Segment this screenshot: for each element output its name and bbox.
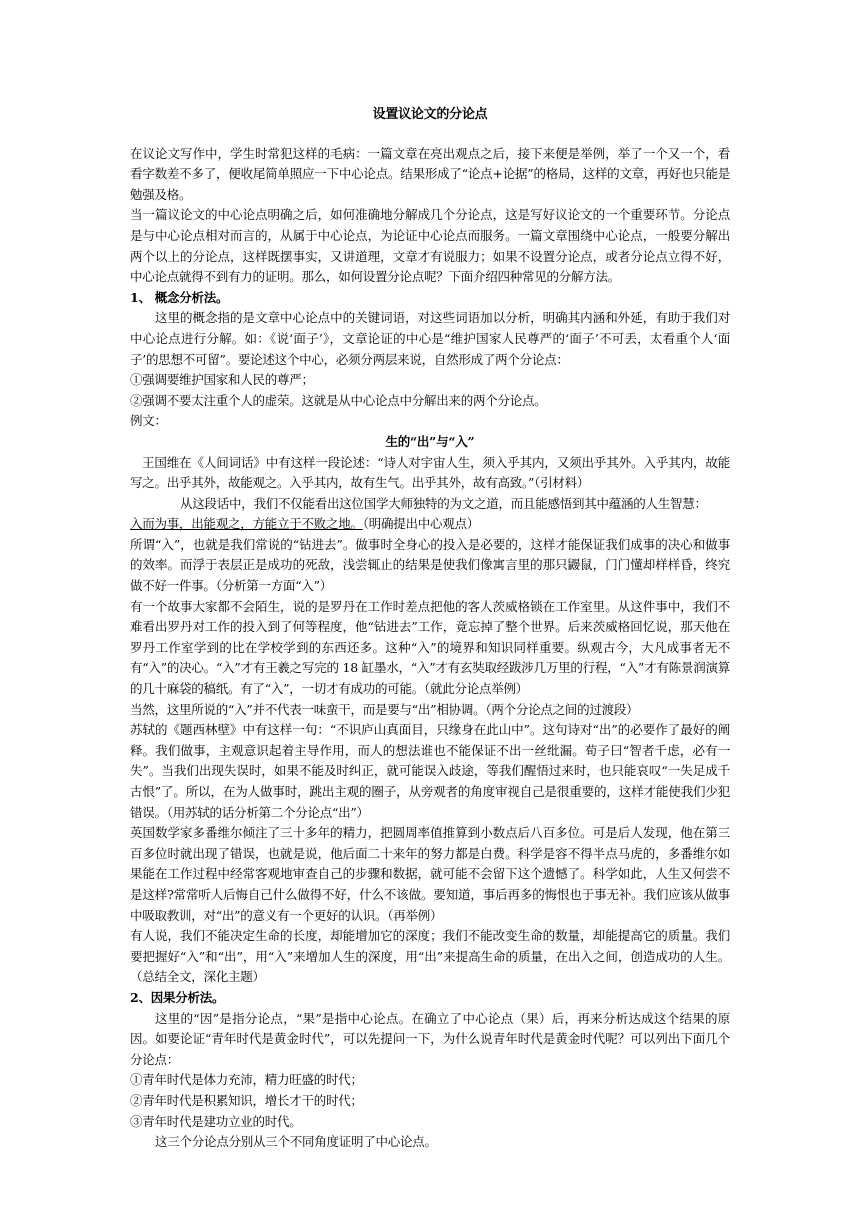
document-title: 设置议论文的分论点 — [372, 107, 488, 122]
section-heading-concept: 1、 概念分析法。 — [130, 289, 229, 305]
paragraph-ru-analysis: 所谓“入”，也就是我们常说的“钻进去”。做事时全身心的投入是必要的，这样才能保证我们成事的决心和做事的效率。而浮于表层正是成功的死敌，浅尝辄止的结果是使我们像寓言里的那只鼹鼠，门门懂却样样昏，终究做不好一件事。（分析第一方面“入”） — [130, 536, 730, 594]
paragraph-intro: 在议论文写作中，学生时常犯这样的毛病：一篇文章在亮出观点之后，接下来便是举例，举了一个又一个，看看字数差不多了，便收尾简单照应一下中心论点。结果形成了“论点+论据”的格局，这样的文章，再好也只能是勉强及格。 — [130, 145, 730, 202]
list-item: ②强调不要太注重个人的虚荣。这就是从中心论点中分解出来的两个分论点。 — [130, 392, 547, 408]
paragraph-importance: 当一篇议论文的中心论点明确之后，如何准确地分解成几个分论点，这是写好议论文的一个重要环节。分论点是与中心论点相对而言的，从属于中心论点，为论证中心论点而服务。一篇文章围绕中心论点，一般要分解出两个以上的分论点，这样既摆事实，又讲道理，文章才有说服力；如果不设置分论点，或者分论点立得不好，中心论点就得不到有力的证明。那么，如何设置分论点呢？下面介绍四种常见的分解方法。 — [130, 207, 730, 285]
section-heading-cause: 2、因果分析法。 — [130, 989, 225, 1005]
thesis-note: （明确提出中心观点） — [362, 516, 480, 532]
paragraph-concept: 这里的概念指的是文章中心论点中的关键词语，对这些词语加以分析，明确其内涵和外延，有助于我们对中心论点进行分解。如：《说‘面子’》，文章论证的中心是“维护国家人民尊严的‘面子’不可丢，太看重个人‘面子’的思想不可留”。要论述这个中心，必须分两层来说，自然形成了两个分论点： — [130, 310, 730, 367]
example-title: 生的“出”与“入” — [385, 433, 475, 449]
thesis-underlined: 入而为事，出能观之，方能立于不败之地。 — [130, 516, 363, 532]
paragraph-cause: 这里的“因”是指分论点，“果”是指中心论点。在确立了中心论点（果）后，再来分析达成这个结果的原因。如要论证“青年时代是黄金时代”，可以先提问一下，为什么说青年时代是黄金时代呢？可以列出下面几个分论点： — [130, 1010, 730, 1067]
paragraph-rodin-example: 有一个故事大家都不会陌生，说的是罗丹在工作时差点把他的客人茨威格锁在工作室里。从这件事中，我们不难看出罗丹对工作的投入到了何等程度，他“钻进去”工作，竟忘掉了整个世界。后来茨威格回忆说，那天他在罗丹工作室学到的比在学校学到的东西还多。这种“入”的境界和知识同样重要。纵观古今，大凡成事者无不有“入”的决心。“入”才有王羲之写完的 18 缸墨水，“入”才有玄奘取经跋涉几万里的行程，“入”才有陈景润演算的几十麻袋的稿纸。有了“入”，一切才有成功的可能。（就此分论点举例） — [130, 598, 730, 697]
list-item: ③青年时代是建功立业的时代。 — [130, 1113, 302, 1129]
paragraph-chu-analysis: 苏轼的《题西林壁》中有这样一句：“不识庐山真面目，只缘身在此山中”。这句诗对“出”的必要作了最好的阐释。我们做事，主观意识起着主导作用，而人的想法谁也不能保证不出一丝纰漏。荀子曰“智者千虑，必有一失”。当我们出现失误时，如果不能及时纠正，就可能误入歧途，等我们醒悟过来时，也只能哀叹“一失足成千古恨”了。所以，在为人做事时，跳出主观的圈子，从旁观者的角度审视自己是很重要的，这样才能使我们少犯错误。（用苏轼的话分析第二个分论点“出”） — [130, 722, 730, 820]
paragraph-thesis — [130, 514, 730, 535]
example-label: 例文： — [130, 413, 167, 429]
document-page — [130, 105, 730, 1153]
paragraph-shanks-example: 英国数学家多番维尔倾注了三十多年的精力，把圆周率值推算到小数点后八百多位。可是后人发现，他在第三百多位时就出现了错误，也就是说，他后面二十来年的努力都是白费。科学是容不得半点马虎的，多番维尔如果能在工作过程中经常客观地审查自己的步骤和数据，就可能不会留下这个遗憾了。科学如此，人生又何尝不是这样?常常听人后悔自己什么做得不好，什么不该做。要知道，事后再多的悔恨也于事无补。我们应该从做事中吸取教训，对“出”的意义有一个更好的认识。（再举例） — [130, 825, 730, 923]
list-item: ②青年时代是积累知识，增长才干的时代； — [130, 1092, 363, 1108]
paragraph-insight: 从这段话中，我们不仅能看出这位国学大师独特的为文之道，而且能感悟到其中蕴涵的人生智慧： — [180, 495, 707, 511]
list-item: ①青年时代是体力充沛，精力旺盛的时代； — [130, 1072, 363, 1088]
paragraph-summary: 这三个分论点分别从三个不同角度证明了中心论点。 — [155, 1134, 437, 1150]
paragraph-transition: 当然，这里所说的“入”并不代表一味蛮干，而是要与“出”相协调。（两个分论点之间的过渡段） — [130, 701, 639, 717]
paragraph-quote: 王国维在《人间词话》中有这样一段论述：“诗人对宇宙人生，须入乎其内，又须出乎其外。入乎其内，故能写之。出乎其外，故能观之。入乎其内，故有生气。出乎其外，故有高致。”（引材料） — [130, 454, 730, 491]
list-item: ①强调要维护国家和人民的尊严； — [130, 372, 314, 388]
paragraph-conclusion: 有人说，我们不能决定生命的长度，却能增加它的深度；我们不能改变生命的数量，却能提高它的质量。我们要把握好“入”和“出”，用“入”来增加人生的深度，用“出”来提高生命的质量，在出入之间，创造成功的人生。（总结全文，深化主题） — [130, 928, 730, 985]
